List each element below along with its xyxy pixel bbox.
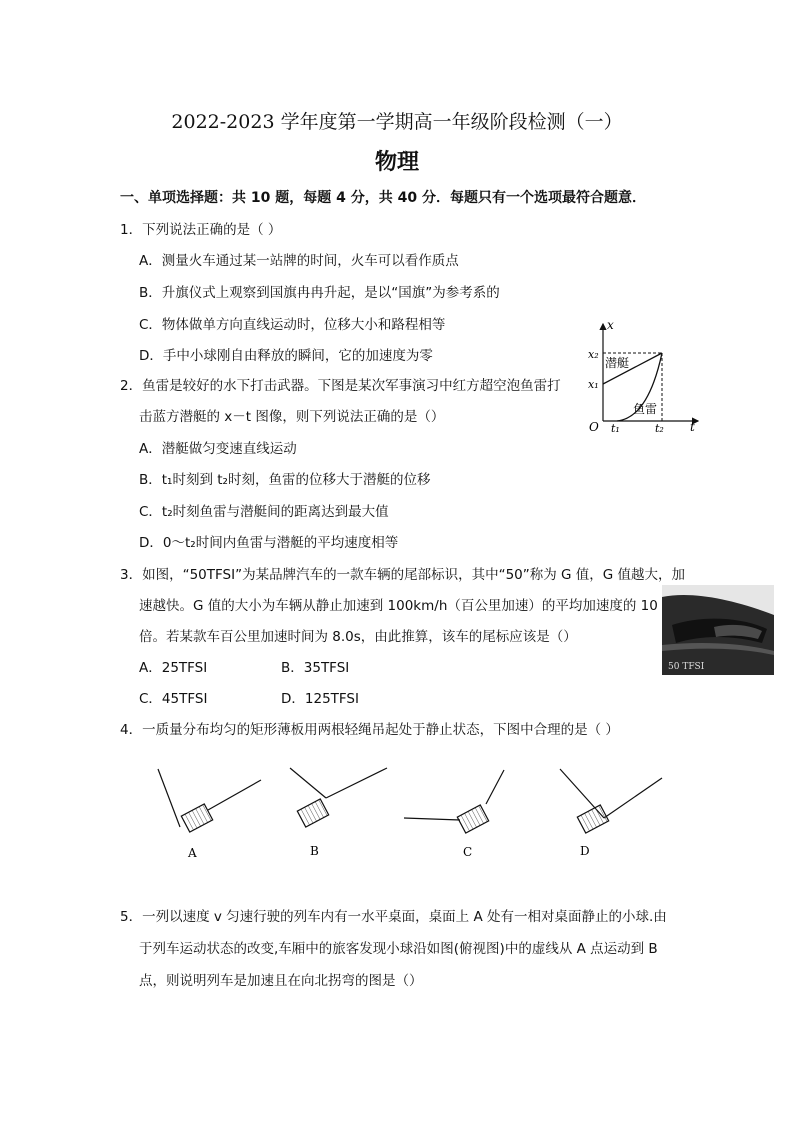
q5-stem-line3: 点，则说明列车是加速且在向北拐弯的图是（） bbox=[139, 973, 423, 989]
origin-label: O bbox=[589, 420, 599, 434]
q1-option-c: C．物体做单方向直线运动时，位移大小和路程相等 bbox=[139, 317, 446, 333]
torpedo-label: 鱼雷 bbox=[633, 402, 658, 416]
figure-d bbox=[560, 769, 662, 858]
q2-stem-line1: 2．鱼雷是较好的水下打击武器。下图是某次军事演习中红方超空泡鱼雷打 bbox=[120, 378, 561, 394]
figure-a-label: A bbox=[188, 846, 197, 860]
figure-a bbox=[158, 769, 261, 860]
figure-b bbox=[290, 768, 387, 858]
q2-stem-line2: 击蓝方潜艇的 x－t 图像，则下列说法正确的是（） bbox=[139, 409, 445, 425]
submarine-label: 潜艇 bbox=[605, 356, 630, 370]
x1-label: x₁ bbox=[588, 378, 599, 391]
q3-option-c: C．45TFSI bbox=[139, 691, 208, 707]
section-heading: 一、单项选择题：共 10 题，每题 4 分，共 40 分．每题只有一个选项最符合题意． bbox=[120, 190, 646, 206]
x2-label: x₂ bbox=[588, 348, 599, 361]
q2-option-b: B．t₁时刻到 t₂时刻，鱼雷的位移大于潜艇的位移 bbox=[139, 472, 431, 488]
q5-stem-line2: 于列车运动状态的改变,车厢中的旅客发现小球沿如图(俯视图)中的虚线从 A 点运动到 B bbox=[139, 941, 658, 957]
q3-option-b: B．35TFSI bbox=[281, 660, 350, 676]
figure-c-label: C bbox=[463, 845, 473, 859]
exam-title: 2022-2023 学年度第一学期高一年级阶段检测（一） bbox=[171, 111, 623, 133]
subject-title: 物理 bbox=[374, 149, 419, 175]
q2-option-d: D．0～t₂时间内鱼雷与潜艇的平均速度相等 bbox=[139, 535, 399, 551]
q1-option-d: D．手中小球刚自由释放的瞬间，它的加速度为零 bbox=[139, 348, 433, 364]
q3-stem-line1: 3．如图，“50TFSI”为某品牌汽车的一款车辆的尾部标识，其中“50”称为 G 值，G 值越大，加 bbox=[120, 567, 686, 583]
q2-option-a: A．潜艇做匀变速直线运动 bbox=[139, 441, 297, 457]
y-axis-label: x bbox=[607, 318, 614, 332]
q4-stem: 4．一质量分布均匀的矩形薄板用两根轻绳吊起处于静止状态，下图中合理的是（ ） bbox=[120, 722, 619, 738]
figure-b-label: B bbox=[310, 844, 319, 858]
figure-d-label: D bbox=[580, 844, 590, 858]
figure-c bbox=[404, 770, 504, 859]
q1-stem: 1．下列说法正确的是（ ） bbox=[120, 222, 282, 238]
x-axis-label: t bbox=[690, 420, 695, 434]
car-badge-text: 50 TFSI bbox=[668, 662, 705, 672]
t1-label: t₁ bbox=[611, 422, 620, 435]
q3-stem-line3: 倍。若某款车百公里加速时间为 8.0s，由此推算，该车的尾标应该是（） bbox=[139, 629, 577, 645]
q1-option-a: A．测量火车通过某一站牌的时间，火车可以看作质点 bbox=[139, 253, 459, 269]
q2-option-c: C．t₂时刻鱼雷与潜艇间的距离达到最大值 bbox=[139, 504, 389, 520]
q5-stem-line1: 5．一列以速度 v 匀速行驶的列车内有一水平桌面，桌面上 A 处有一相对桌面静止的小球.由 bbox=[120, 909, 667, 925]
q1-option-b: B．升旗仪式上观察到国旗冉冉升起，是以“国旗”为参考系的 bbox=[139, 285, 500, 301]
q3-option-a: A．25TFSI bbox=[139, 660, 208, 676]
q3-option-d: D．125TFSI bbox=[281, 691, 359, 707]
car-rear-photo bbox=[662, 585, 774, 675]
t2-label: t₂ bbox=[655, 422, 664, 435]
q4-figures bbox=[140, 760, 680, 865]
q3-stem-line2: 速越快。G 值的大小为车辆从静止加速到 100km/h（百公里加速）的平均加速度的 10 bbox=[139, 598, 658, 614]
q2-xt-graph bbox=[586, 318, 706, 436]
